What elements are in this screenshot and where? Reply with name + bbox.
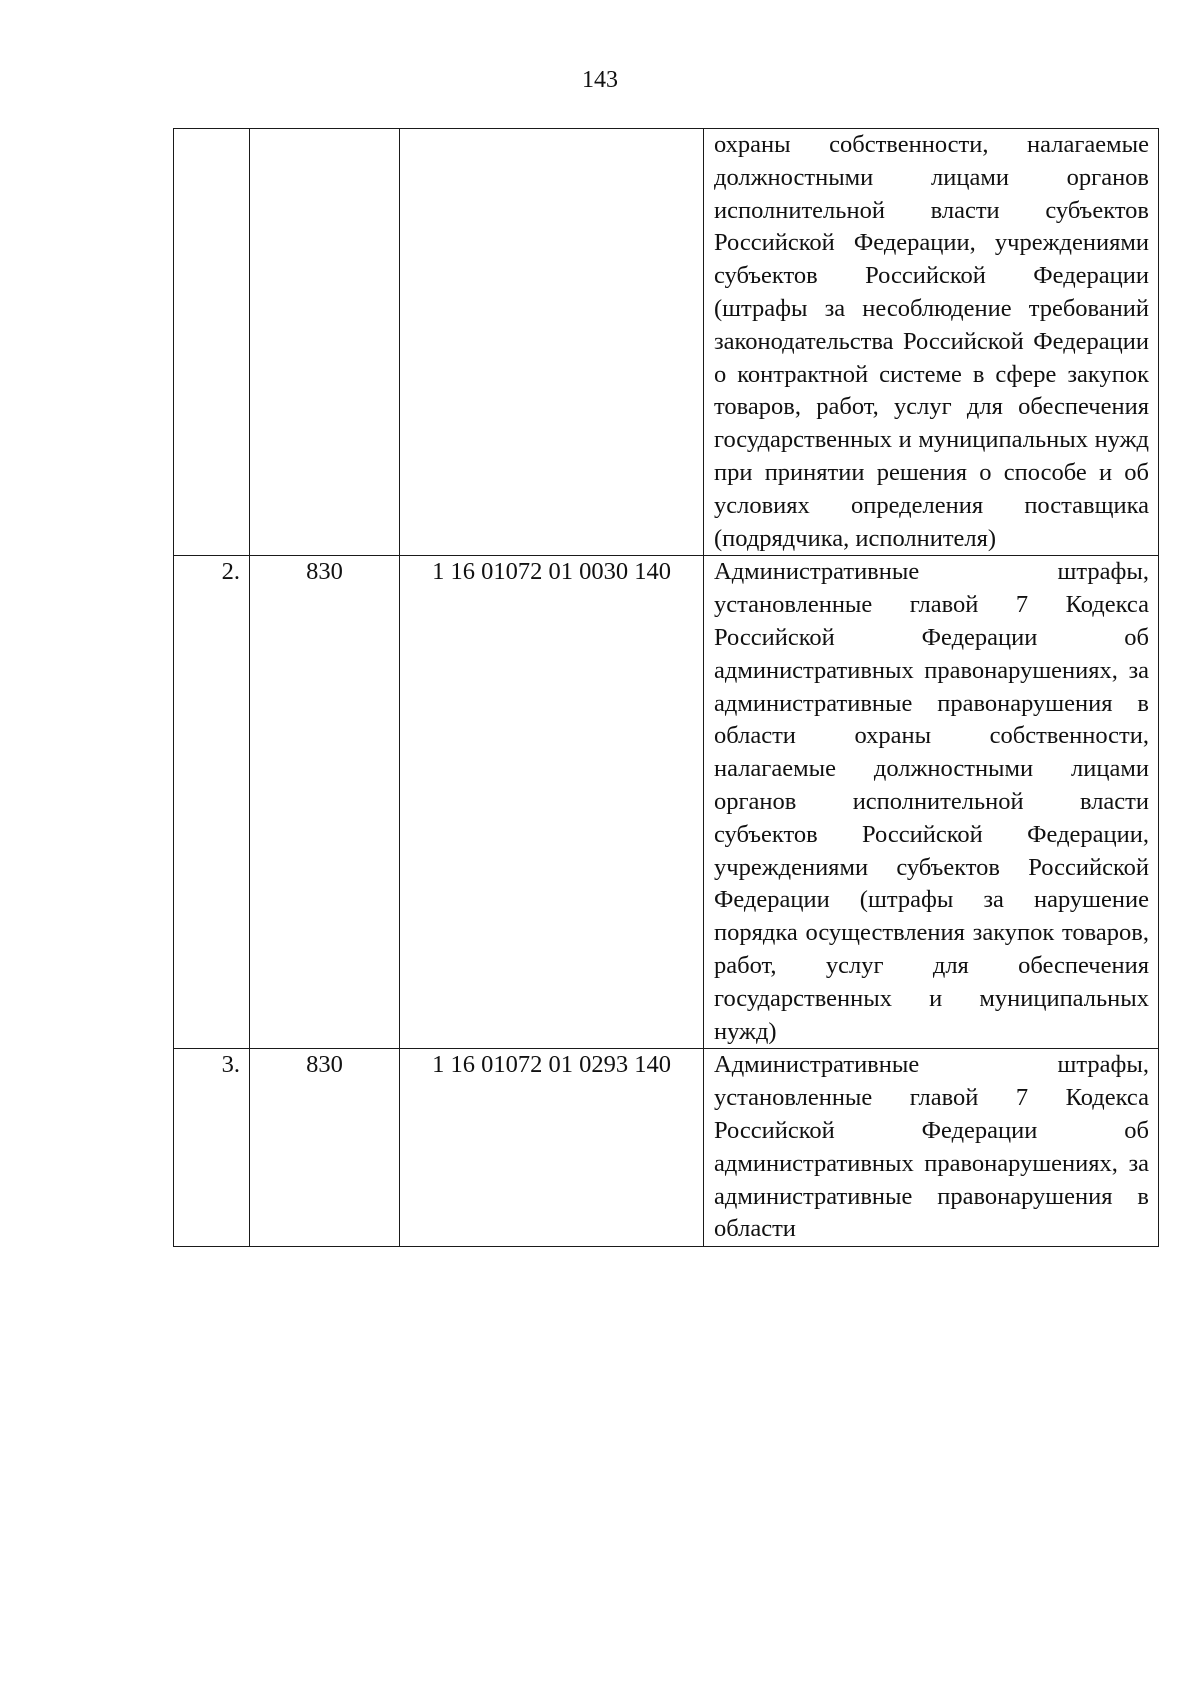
administrator-code-cell: 830	[250, 1049, 400, 1247]
revenue-description-text: охраны собственности, налагаемые должностными лицами органов исполнительной власти субъектов Российской Федерации, учреждениями субъектов Российской Федерации (штрафы за несоблюдение требований законодательства Российской Федерации о контрактной системе в сфере закупок товаров, работ, услуг для обеспечения государственных и муниципальных нужд при принятии решения о способе и об условиях определения поставщика (подрядчика, исполнителя)	[714, 131, 1149, 552]
table-row	[174, 129, 1159, 556]
revenue-description-cell	[704, 556, 1159, 1049]
administrator-code-cell	[250, 129, 400, 556]
table-row	[174, 556, 1159, 1049]
row-number-cell: 2.	[174, 556, 250, 1049]
row-number-cell: 3.	[174, 1049, 250, 1247]
revenue-description-cell	[704, 129, 1159, 556]
administrator-code-cell: 830	[250, 556, 400, 1049]
budget-classification-code-cell: 1 16 01072 01 0293 140	[400, 1049, 704, 1247]
budget-classification-code-cell	[400, 129, 704, 556]
page-number: 143	[582, 67, 618, 93]
revenue-description-text: Административные штрафы, установленные главой 7 Кодекса Российской Федерации об административных правонарушениях, за административные правонарушения в области	[714, 1051, 1149, 1243]
revenue-description-cell	[704, 1049, 1159, 1247]
table-row	[174, 1049, 1159, 1247]
revenue-codes-table	[173, 128, 1159, 1247]
budget-classification-code-cell: 1 16 01072 01 0030 140	[400, 556, 704, 1049]
revenue-description-text: Административные штрафы, установленные главой 7 Кодекса Российской Федерации об административных правонарушениях, за административные правонарушения в области охраны собственности, налагаемые должностными лицами органов исполнительной власти субъектов Российской Федерации, учреждениями субъектов Российской Федерации (штрафы за нарушение порядка осуществления закупок товаров, работ, услуг для обеспечения государственных и муниципальных нужд)	[714, 558, 1149, 1045]
row-number-cell	[174, 129, 250, 556]
